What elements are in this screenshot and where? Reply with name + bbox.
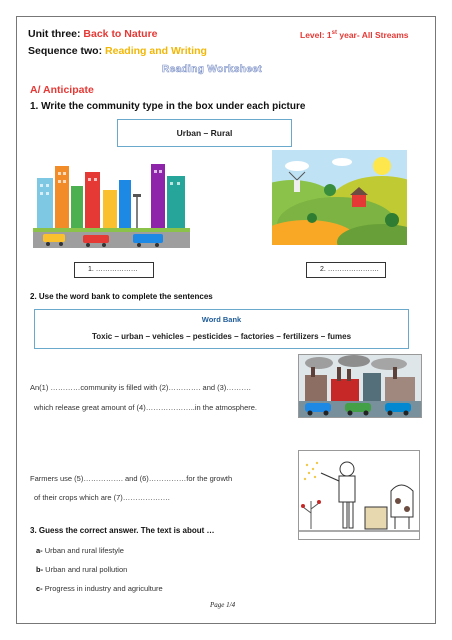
unit-title: Back to Nature (83, 28, 158, 40)
unit-heading: Unit three: Back to Nature (28, 28, 158, 40)
paragraph-1-line-2: which release great amount of (4)………………..in the atmosphere. (34, 403, 258, 412)
paragraph-1-line-1: An(1) …………community is filled with (2)…………. and (3)………. (30, 383, 251, 392)
sequence-heading: Sequence two: Reading and Writing (28, 45, 207, 57)
farmer-pesticide-picture (298, 450, 420, 540)
option-c[interactable]: c- Progress in industry and agriculture (36, 584, 163, 593)
paragraph-2-line-1: Farmers use (5)……………. and (6)……………for the growth (30, 474, 233, 483)
urban-city-picture (33, 158, 190, 248)
community-types-text: Urban – Rural (176, 128, 233, 138)
answer-box-1[interactable]: 1. ……………… (74, 262, 154, 278)
option-a[interactable]: a- Urban and rural lifestyle (36, 546, 124, 555)
question-1: 1. Write the community type in the box under each picture (30, 101, 306, 112)
community-types-box (117, 119, 292, 147)
factory-pollution-picture (298, 354, 422, 418)
option-b[interactable]: b- Urban and rural pollution (36, 565, 128, 574)
question-2: 2. Use the word bank to complete the sentences (30, 292, 213, 301)
level-heading: Level: 1st year- All Streams (300, 30, 409, 40)
word-bank-words: Toxic – urban – vehicles – pesticides – factories – fertilizers – fumes (91, 332, 352, 341)
question-3: 3. Guess the correct answer. The text is about … (30, 526, 215, 535)
word-bank-box (34, 309, 409, 349)
rural-countryside-picture (272, 150, 407, 245)
answer-box-2[interactable]: 2. …………………. (306, 262, 386, 278)
paragraph-2-line-2: of their crops which are (7)………………. (34, 493, 170, 502)
word-bank-title: Word Bank (201, 315, 242, 324)
sequence-title: Reading and Writing (105, 45, 207, 57)
section-a-title: A/ Anticipate (30, 84, 94, 96)
page-number: Page 1/4 (210, 601, 236, 609)
worksheet-title: Reading Worksheet (162, 64, 262, 75)
